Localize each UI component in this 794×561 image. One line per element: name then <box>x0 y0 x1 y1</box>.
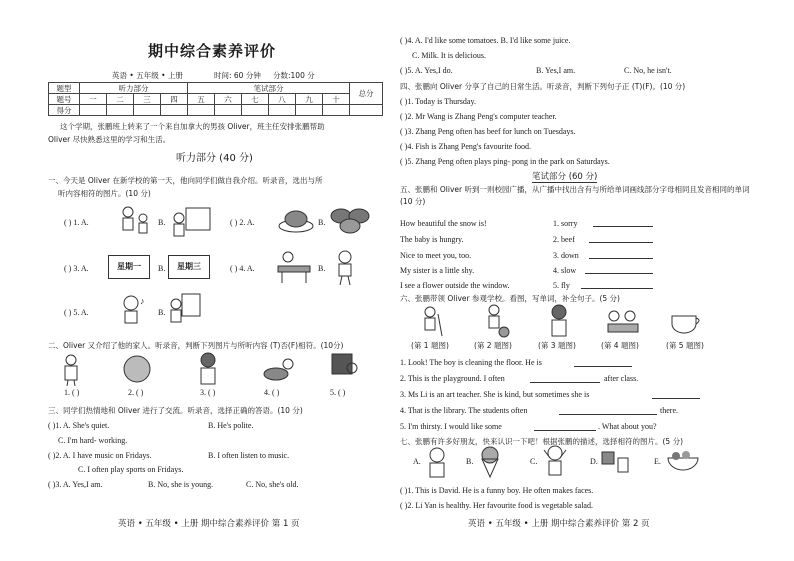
svg-text:♪: ♪ <box>140 296 145 306</box>
q2-label-5: 5. ( ) <box>330 388 346 397</box>
q4-item-1: ( )1. Today is Thursday. <box>400 97 476 106</box>
q6-instruction: 六、张鹏带领 Oliver 参观学校。看图，写单词，补全句子。(5 分) <box>400 294 620 303</box>
burgers-picture <box>330 206 370 234</box>
q1-item-1: ( ) 1. A. <box>64 218 89 227</box>
salad-bowl-picture <box>666 448 700 472</box>
ball-picture <box>122 354 152 384</box>
listening-header: 听力部分 (40 分) <box>176 153 253 164</box>
table-cell: 题型 <box>49 83 80 94</box>
q1-item-2: ( ) 2. A. <box>230 218 255 227</box>
q6-item-2: 2. This is the playground. I often <box>400 374 505 383</box>
footer-page-1: 英语 • 五年级 • 上册 期中综合素养评价 第 1 页 <box>118 519 300 529</box>
q7-label-e: E. <box>654 457 661 466</box>
q3-item-2-b: B. I often listen to music. <box>208 451 290 460</box>
score-table <box>48 82 383 116</box>
table-cell: 九 <box>296 94 323 105</box>
q7-item-2: ( )2. Li Yan is healthy. Her favourite food is vegetable salad. <box>400 501 593 510</box>
q1-item-4-b: B. <box>318 264 326 273</box>
cooking-picture <box>262 356 296 384</box>
q6-answer-blank-4[interactable] <box>559 414 657 415</box>
table-cell: 八 <box>269 94 296 105</box>
happy-boy-picture <box>542 444 568 480</box>
q2-label-2: 2. ( ) <box>128 388 144 397</box>
meta-time: 时间: 60 分钟 <box>214 71 261 80</box>
boy-board-picture <box>170 206 212 238</box>
boy-standing-picture <box>330 250 360 286</box>
q5-sentence-3: Nice to meet you, too. <box>400 251 472 260</box>
q7-instruction: 七、张鹏有许多好朋友，快来认识一下吧！根据张鹏的描述，选择相符的图片。(5 分) <box>400 437 684 446</box>
q1-item-2-b: B. <box>318 218 326 227</box>
q6-item-5: 5. I'm thirsty. I would like some <box>400 422 502 431</box>
tea-cup-picture <box>670 310 702 334</box>
meta-subject: 英语 • 五年级 • 上册 <box>112 71 183 80</box>
q5-word-5: 5. fly <box>553 281 570 290</box>
q5-instruction-2: (10 分) <box>400 197 426 206</box>
q5-answer-blank-5[interactable] <box>581 288 653 289</box>
table-cell: 六 <box>215 94 242 105</box>
girl-music-picture <box>116 294 150 330</box>
students-reading-picture <box>606 308 640 336</box>
q7-label-b: B. <box>466 457 474 466</box>
man-board-picture <box>330 352 358 384</box>
table-cell: 七 <box>242 94 269 105</box>
q3-instruction: 三、同学们热情地和 Oliver 进行了交流。听录音，选择正确的答语。(10 分) <box>48 406 303 415</box>
ice-cream-picture <box>478 446 502 478</box>
q6-item-1: 1. Look! The boy is cleaning the floor. He is <box>400 358 542 367</box>
q6-caption-2: (第 2 题图) <box>474 341 512 350</box>
wednesday-card: 星期三 <box>168 255 210 279</box>
q3-item-3-b: B. No, she is young. <box>148 480 214 489</box>
meta-score: 分数:100 分 <box>273 71 315 80</box>
q1-item-1-b: B. <box>158 218 166 227</box>
table-cell: 总分 <box>350 83 383 105</box>
grandpa-picture <box>60 354 82 386</box>
q6-item-3: 3. Ms Li is an art teacher. She is kind, but sometimes she is <box>400 390 590 399</box>
table-cell: 听力部分 <box>80 83 188 94</box>
q7-label-a: A. <box>413 457 421 466</box>
table-cell: 二 <box>107 94 134 105</box>
q6-item-2-tail: after class. <box>604 374 639 383</box>
q3-item-3-a: ( )3. A. Yes,I am. <box>48 480 103 489</box>
q3-item-1-c: C. I'm hard- working. <box>58 436 128 445</box>
q5-word-1: 1. sorry <box>553 219 578 228</box>
table-cell: 五 <box>188 94 215 105</box>
q3-item-1-b: B. He's polite. <box>208 421 254 430</box>
monday-card: 星期一 <box>108 255 150 279</box>
table-cell: 四 <box>161 94 188 105</box>
teacher-boy-picture <box>118 206 152 236</box>
q6-caption-1: (第 1 题图) <box>411 341 449 350</box>
q1-item-5: ( ) 5. A. <box>64 308 89 317</box>
q5-word-4: 4. slow <box>553 266 577 275</box>
q3-item-2-c: C. I often play sports on Fridays. <box>78 465 184 474</box>
q7-label-c: C. <box>530 457 538 466</box>
q3-item-2-a: ( )2. A. I have music on Fridays. <box>48 451 152 460</box>
q1-instruction-1: 一、今天是 Oliver 在新学校的第一天，他向同学们做自我介绍。听录音，选出与所 <box>48 176 323 185</box>
q4-item-4: ( )4. Fish is Zhang Peng's favourite food. <box>400 142 531 151</box>
q5-sentence-4: My sister is a little shy. <box>400 266 475 275</box>
q1-item-4: ( ) 4. A. <box>230 264 255 273</box>
woman-picture <box>196 352 220 386</box>
q1-instruction-2: 听内容相符的图片。(10 分) <box>58 189 151 198</box>
table-cell: 三 <box>134 94 161 105</box>
q6-item-4-tail: there. <box>660 406 678 415</box>
q6-answer-blank-3[interactable] <box>652 398 700 399</box>
q5-answer-blank-3[interactable] <box>589 258 653 259</box>
funny-face-boy-picture <box>424 446 450 480</box>
q4-item-5: ( )5. Zhang Peng often plays ping- pong in the park on Saturdays. <box>400 157 610 166</box>
chicken-dish-picture <box>278 208 314 234</box>
q6-caption-4: (第 4 题图) <box>601 341 639 350</box>
q3-item-3-c: C. No, she's old. <box>246 480 299 489</box>
page-title: 期中综合素养评价 <box>148 42 277 60</box>
q5-word-3: 3. down <box>553 251 579 260</box>
q6-answer-blank-1[interactable] <box>574 366 632 367</box>
q3-item-5-c: C. No, he isn't. <box>624 66 672 75</box>
q5-sentence-5: I see a flower outside the window. <box>400 281 510 290</box>
q2-label-3: 3. ( ) <box>200 388 216 397</box>
q5-sentence-2: The baby is hungry. <box>400 235 464 244</box>
q7-item-1: ( )1. This is David. He is a funny boy. He often makes faces. <box>400 486 594 495</box>
table-cell: 一 <box>80 94 107 105</box>
q6-answer-blank-2[interactable] <box>530 382 600 383</box>
q3-item-5-a: ( )5. A. Yes,I do. <box>400 66 453 75</box>
written-header: 笔试部分 (60 分) <box>532 172 598 182</box>
sweeping-boy-picture <box>418 306 444 338</box>
q1-item-3: ( ) 3. A. <box>64 264 89 273</box>
football-boy-picture <box>482 304 510 338</box>
intro-line-1: 这个学期，张鹏班上转来了一个来自加拿大的男孩 Oliver，班主任安排张鹏帮助 <box>60 122 325 131</box>
robot-toy-picture <box>600 448 630 474</box>
q3-item-4-c: C. Milk. It is delicious. <box>412 51 486 60</box>
teacher-woman-picture <box>546 304 572 338</box>
q5-answer-blank-2[interactable] <box>589 242 653 243</box>
q6-answer-blank-5[interactable] <box>534 430 596 431</box>
table-cell: 得分 <box>49 105 80 116</box>
table-cell: 笔试部分 <box>188 83 350 94</box>
boy-desk-picture <box>276 250 312 284</box>
footer-page-2: 英语 • 五年级 • 上册 期中综合素养评价 第 2 页 <box>468 519 650 529</box>
q4-item-3: ( )3. Zhang Peng often has beef for lunch on Tuesdays. <box>400 127 576 136</box>
q3-item-5-b: B. Yes,I am. <box>536 66 576 75</box>
q5-word-2: 2. beef <box>553 235 575 244</box>
intro-line-2: Oliver 尽快熟悉这里的学习和生活。 <box>48 135 171 144</box>
q6-item-4: 4. That is the library. The students often <box>400 406 528 415</box>
q1-item-3-b: B. <box>158 264 166 273</box>
q4-item-2: ( )2. Mr Wang is Zhang Peng's computer teacher. <box>400 112 557 121</box>
q5-sentence-1: How beautiful the snow is! <box>400 219 487 228</box>
q7-label-d: D. <box>590 457 598 466</box>
table-cell: 题号 <box>49 94 80 105</box>
q2-label-4: 4. ( ) <box>264 388 280 397</box>
q5-instruction-1: 五、张鹏和 Oliver 听到一则校园广播，从广播中找出含有与所给单词画线部分字母相同且发音相同的单词 <box>400 185 750 194</box>
q4-instruction: 四、张鹏向 Oliver 分享了自己的日常生活。听录音，判断下列句子正 (T)(F)。(10 分) <box>400 82 686 91</box>
girl-painting-picture <box>168 292 202 330</box>
q5-answer-blank-1[interactable] <box>593 226 653 227</box>
table-cell: 十 <box>323 94 350 105</box>
q6-item-5-tail: . What about you? <box>598 422 657 431</box>
q6-caption-3: (第 3 题图) <box>538 341 576 350</box>
q3-item-1-a: ( )1. A. She's quiet. <box>48 421 110 430</box>
q2-instruction: 二、Oliver 又介绍了他的家人。听录音，判断下列图片与所听内容 (T)否(F)相符。(10分) <box>48 341 344 350</box>
q2-label-1: 1. ( ) <box>64 388 80 397</box>
q3-item-4-ab: ( )4. A. I'd like some tomatoes. B. I'd like some juice. <box>400 36 571 45</box>
q6-caption-5: (第 5 题图) <box>666 341 704 350</box>
q5-answer-blank-4[interactable] <box>585 273 653 274</box>
q1-item-5-b: B. <box>158 308 166 317</box>
